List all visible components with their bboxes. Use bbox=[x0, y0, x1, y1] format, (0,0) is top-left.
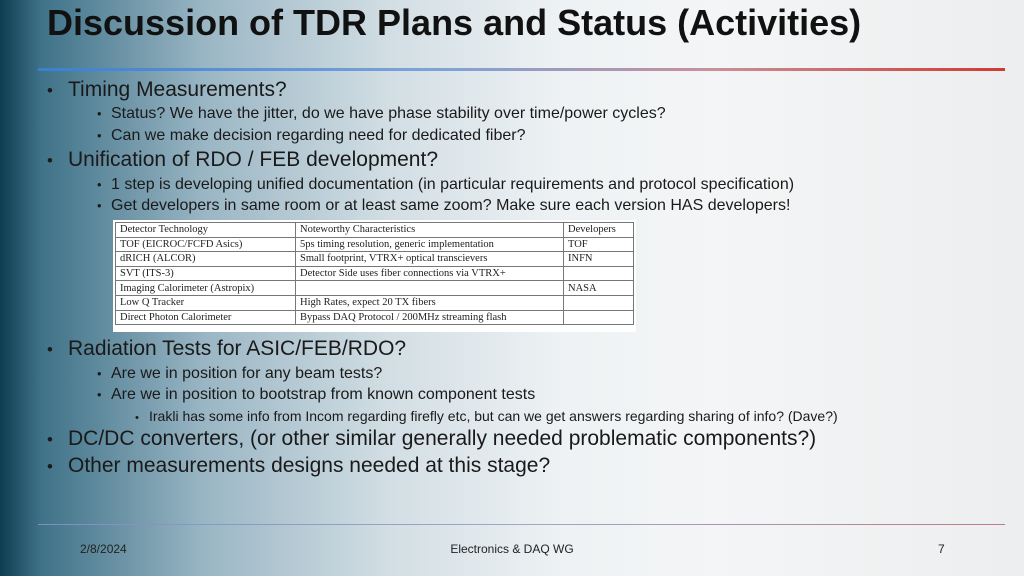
sub-sub-bullet-irakli bbox=[135, 408, 838, 424]
bullet-text: Are we in position for any beam tests? bbox=[111, 365, 383, 382]
bullet-dot: • bbox=[97, 106, 102, 121]
bullet-dot: • bbox=[97, 128, 102, 143]
sub-bullet-dedicated-fiber bbox=[97, 127, 525, 145]
table-cell bbox=[564, 295, 634, 310]
footer-date: 2/8/2024 bbox=[80, 542, 127, 556]
table-row bbox=[116, 295, 634, 310]
bullet-text: Radiation Tests for ASIC/FEB/RDO? bbox=[68, 337, 407, 360]
bullet-other-measurements bbox=[47, 454, 550, 478]
table-cell: Low Q Tracker bbox=[116, 295, 296, 310]
table-row bbox=[116, 266, 634, 281]
table-cell: INFN bbox=[564, 252, 634, 267]
bullet-dot: • bbox=[135, 412, 139, 424]
bullet-text: DC/DC converters, (or other similar generally needed problematic components?) bbox=[68, 427, 817, 450]
bullet-dot: • bbox=[97, 366, 102, 381]
bullet-unification bbox=[47, 148, 438, 172]
bullet-dot: • bbox=[97, 177, 102, 192]
bullet-radiation-tests bbox=[47, 337, 406, 361]
sub-bullet-status bbox=[97, 105, 666, 123]
sub-bullet-beam-tests bbox=[97, 365, 382, 383]
table-cell: SVT (ITS-3) bbox=[116, 266, 296, 281]
sub-bullet-bootstrap bbox=[97, 386, 535, 404]
table-row bbox=[116, 237, 634, 252]
table-cell bbox=[296, 281, 564, 296]
bullet-dot: • bbox=[47, 430, 53, 449]
table-cell: TOF bbox=[564, 237, 634, 252]
bullet-text: Timing Measurements? bbox=[68, 78, 287, 101]
bullet-text: Irakli has some info from Incom regarding firefly etc, but can we get answers regarding sharing of info? (Dave?) bbox=[149, 408, 838, 424]
bullet-dot: • bbox=[47, 81, 53, 100]
page-number: 7 bbox=[938, 542, 945, 556]
footer-divider bbox=[38, 524, 1005, 525]
table-cell: Direct Photon Calorimeter bbox=[116, 310, 296, 325]
bullet-timing-measurements bbox=[47, 78, 287, 102]
bullet-text: Other measurements designs needed at this stage? bbox=[68, 454, 551, 477]
table-header-row bbox=[116, 223, 634, 238]
table-row bbox=[116, 281, 634, 296]
table-cell: Detector Side uses fiber connections via VTRX+ bbox=[296, 266, 564, 281]
detector-technology-table bbox=[113, 220, 636, 332]
bullet-dot: • bbox=[47, 151, 53, 170]
bullet-dcdc-converters bbox=[47, 427, 816, 451]
slide-title: Discussion of TDR Plans and Status (Activities) bbox=[47, 2, 862, 43]
bullet-text: Are we in position to bootstrap from known component tests bbox=[111, 386, 536, 403]
bullet-text: Get developers in same room or at least same zoom? Make sure each version HAS developers! bbox=[111, 197, 791, 214]
footer-title: Electronics & DAQ WG bbox=[450, 542, 574, 556]
sub-bullet-documentation bbox=[97, 176, 794, 194]
table bbox=[115, 222, 634, 325]
sub-bullet-developers bbox=[97, 197, 790, 215]
bullet-dot: • bbox=[97, 198, 102, 213]
table-cell: Small footprint, VTRX+ optical transcievers bbox=[296, 252, 564, 267]
table-cell: dRICH (ALCOR) bbox=[116, 252, 296, 267]
bullet-text: Status? We have the jitter, do we have phase stability over time/power cycles? bbox=[111, 105, 666, 122]
bullet-dot: • bbox=[47, 340, 53, 359]
bullet-text: 1 step is developing unified documentation (in particular requirements and protocol specification) bbox=[111, 176, 795, 193]
bullet-text: Can we make decision regarding need for dedicated fiber? bbox=[111, 127, 526, 144]
table-cell: 5ps timing resolution, generic implementation bbox=[296, 237, 564, 252]
bullet-dot: • bbox=[97, 387, 102, 402]
bullet-text: Unification of RDO / FEB development? bbox=[68, 148, 439, 171]
table-cell: NASA bbox=[564, 281, 634, 296]
table-cell: High Rates, expect 20 TX fibers bbox=[296, 295, 564, 310]
table-cell: TOF (EICROC/FCFD Asics) bbox=[116, 237, 296, 252]
table-cell: Imaging Calorimeter (Astropix) bbox=[116, 281, 296, 296]
table-header-cell: Developers bbox=[564, 223, 634, 238]
table-header-cell: Detector Technology bbox=[116, 223, 296, 238]
table-cell bbox=[564, 310, 634, 325]
table-row bbox=[116, 310, 634, 325]
table-row bbox=[116, 252, 634, 267]
bullet-dot: • bbox=[47, 457, 53, 476]
table-cell bbox=[564, 266, 634, 281]
table-header-cell: Noteworthy Characteristics bbox=[296, 223, 564, 238]
table-cell: Bypass DAQ Protocol / 200MHz streaming flash bbox=[296, 310, 564, 325]
